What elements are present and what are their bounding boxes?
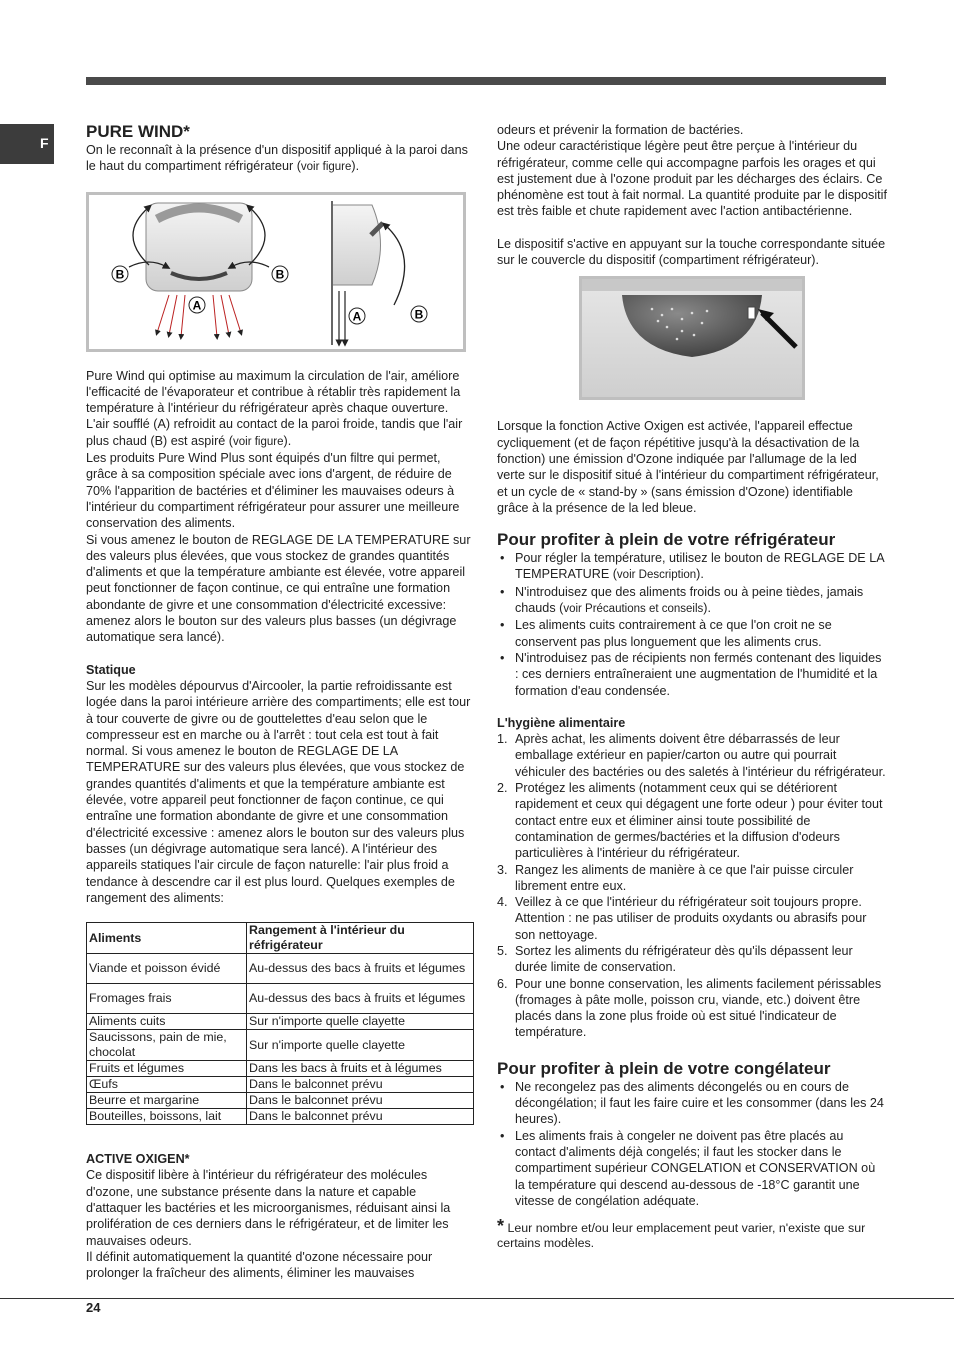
active-oxigen-text4: Le dispositif s'active en appuyant sur la touche correspondante située sur le couvercle du dispositif (compartiment réfrigérateur). — [497, 236, 886, 268]
table-cell: Beurre et margarine — [87, 1093, 247, 1109]
list-item: 5. Sortez les aliments du réfrigérateur dès qu'ils dépassent leur durée limite de conservation. — [497, 943, 853, 975]
pure-wind-para1: Pure Wind qui optimise au maximum la circulation de l'air, améliore l'efficacité de l'évaporateur et contribue à rétablir très rapidement la température à l'intérieur du réfrigérateur après chaque ouverture. L'air soufflé (A) refroidit au contact de la paroi froide, tandis que l'air plus chaud (B) est aspiré (voir figure). — [86, 368, 463, 448]
table-header: Rangement à l'intérieur du réfrigérateur — [247, 923, 474, 954]
pure-wind-figure — [86, 192, 466, 352]
page-number: 24 — [86, 1300, 101, 1315]
table-cell: Dans les bacs à fruits et à légumes — [247, 1061, 474, 1077]
table-cell: Œufs — [87, 1077, 247, 1093]
top-rule — [86, 77, 886, 85]
right-column — [497, 122, 887, 1251]
table-cell: Dans le balconnet prévu — [247, 1077, 474, 1093]
active-oxigen-text3: Une odeur caractéristique légère peut être perçue à l'intérieur du réfrigérateur, comme celle qui accompagne parfois les orages et qui est justement due à l'ozone produit par les décharges des éclairs. Ce phénomène est tout à fait normal. La quantité produite par le dispositif est très faible et chute rapidement avec l'action antibactérienne. — [497, 139, 887, 219]
table-cell: Au-dessus des bacs à fruits et légumes — [247, 954, 474, 984]
label-b-right: B — [275, 267, 285, 282]
figure-reference: voir figure — [300, 161, 352, 174]
table-cell: Bouteilles, boissons, lait — [87, 1109, 247, 1125]
table-cell: Fruits et légumes — [87, 1061, 247, 1077]
cross-reference: voir Précautions et conseils — [563, 603, 704, 616]
list-item: • Pour régler la température, utilisez le bouton de REGLAGE DE LA TEMPERATURE (voir Description). — [497, 550, 887, 584]
label-b-left: B — [115, 267, 125, 282]
table-row — [87, 984, 474, 1014]
device-photo — [582, 279, 802, 397]
table-cell: Saucissons, pain de mie, chocolat — [87, 1030, 247, 1061]
activation-button — [748, 307, 755, 319]
left-column — [86, 122, 474, 1281]
table-header: Aliments — [87, 923, 247, 954]
list-item: • Les aliments frais à congeler ne doivent pas être placés au contact d'aliments déjà congelés; il faut les stocker dans le compartiment supérieur CONGELATION et CONSERVATION où la température qui descend au-dessous de -18°C garantit une vitesse de congélation adéquate. — [497, 1128, 887, 1209]
table-cell: Viande et poisson évidé — [87, 954, 247, 984]
cross-reference: voir Description — [616, 569, 697, 582]
table-cell: Au-dessus des bacs à fruits et légumes — [247, 984, 474, 1014]
table-cell: Aliments cuits — [87, 1014, 247, 1030]
table-cell: Sur n'importe quelle clayette — [247, 1030, 474, 1061]
hygiene-title: L'hygiène alimentaire — [497, 715, 626, 730]
active-oxigen-text5: Lorsque la fonction Active Oxigen est activée, l'appareil effectue cycliquement (et de façon répétitive jusqu'à la désactivation de la fonction) une émission d'Ozone indiquée par l'allumage de la led verte sur le dispositif situé à l'intérieur du compartiment réfrigérateur, et un cycle de « stand-by » (sans émission d'Ozone) identifiable grâce à la présence de la led bleue. — [497, 419, 879, 515]
table-header-row — [87, 923, 474, 954]
active-oxigen-text2-cont: odeurs et prévenir la formation de bactéries. — [497, 123, 744, 137]
table-row — [87, 1014, 474, 1030]
list-item: • Ne recongelez pas des aliments décongelés ou en cours de décongélation; il faut les faire cuire et les consommer (dans les 24 heures). — [497, 1079, 887, 1128]
active-oxigen-title: ACTIVE OXIGEN* — [86, 1152, 190, 1167]
list-item: 2. Protégez les aliments (notamment ceux qui se détériorent rapidement et ceux qui dégagent une forte odeur ) pour éviter tout contact entre eux et éliminer ainsi toute possibilité de contamination de germes/bactéries et la diffusion d'odeurs particulières à l'intérieur du réfrigérateur. — [497, 781, 883, 861]
active-oxigen-text2: Il définit automatiquement la quantité d'ozone nécessaire pour prolonger la fraîcheur des aliments, éliminer les mauvaises — [86, 1249, 433, 1281]
table-cell: Fromages frais — [87, 984, 247, 1014]
label-a-side: A — [352, 309, 362, 324]
bottom-rule — [0, 1298, 954, 1299]
list-item: • N'introduisez que des aliments froids ou à peine tièdes, jamais chauds (voir Précautions et conseils). — [497, 584, 887, 618]
pure-wind-intro: On le reconnaît à la présence d'un dispositif appliqué à la paroi dans le haut du compartiment réfrigérateur (voir figure). — [86, 143, 468, 174]
statique-title: Statique — [86, 662, 136, 677]
footnote: * Leur nombre et/ou leur emplacement peut varier, n'existe que sur certains modèles. — [497, 1216, 866, 1251]
airflow-diagram — [89, 195, 463, 349]
table-cell: Dans le balconnet prévu — [247, 1109, 474, 1125]
active-oxigen-figure — [579, 276, 805, 400]
list-item: 1. Après achat, les aliments doivent être débarrassés de leur emballage extérieur en papier/carton ou autre qui pourrait véhiculer des bactéries ou des saletés à l'intérieur du réfrigérateur. — [497, 732, 886, 779]
table-cell: Sur n'importe quelle clayette — [247, 1014, 474, 1030]
label-a-front: A — [192, 298, 202, 313]
table-row — [87, 1077, 474, 1093]
food-storage-table — [86, 922, 474, 1125]
table-row — [87, 1109, 474, 1125]
device-side — [332, 205, 381, 285]
pure-wind-para2: Les produits Pure Wind Plus sont équipés d'un filtre qui permet, grâce à sa composition spéciale avec ions d'argent, de réduire de 70% l'apparition de bactéries et d'éliminer les mauvaises odeurs à l'intérieur du compartiment réfrigérateur pour assurer une meilleure conservation des aliments. — [86, 451, 460, 531]
hygiene-list — [497, 731, 887, 1041]
list-item: 3. Rangez les aliments de manière à ce que l'air puisse circuler librement entre eux. — [497, 862, 854, 893]
pure-wind-para3: Si vous amenez le bouton de REGLAGE DE LA TEMPERATURE sur des valeurs plus élevées, que vous stockez de grandes quantités d'aliments et que la température ambiante est élevée, votre appareil peut fonctionner de façon continue, ce qui entraîne une formation abondante de givre et une consommation d'électricité excessive: amenez alors le bouton sur des valeurs plus basses (un dégivrage automatique sera lancé). — [86, 532, 471, 645]
table-row — [87, 954, 474, 984]
figure-reference: voir figure — [233, 435, 284, 448]
list-item: • Les aliments cuits contrairement à ce que l'on croit ne se conservent pas plus longuement que les aliments crus. — [497, 617, 887, 650]
table-row — [87, 1061, 474, 1077]
statique-text: Sur les modèles dépourvus d'Aircooler, la partie refroidissante est logée dans la paroi intérieure arrière des compartiments; elle est tour à tour couverte de givre ou de gouttelettes d'eau selon que le compresseur est en marche ou à l'arrêt : tout cela est tout à fait normal. Si vous amenez le bouton de REGLAGE DE LA TEMPERATURE sur des valeurs plus élevées, que vous stockez de grandes quantités d'aliments et que la température ambiante est élevée, votre appareil peut fonctionner de façon continue, ce qui entraîne une formation abondante de givre et une consommation d'électricité excessive : amenez alors le bouton sur des valeurs plus basses (un dégivrage automatique sera lancé). A l'intérieur des appareils statiques l'air circule de façon naturelle: l'air plus froid a tendance à descendre car il est plus lourd. Quelques exemples de rangement des aliments: — [86, 678, 471, 905]
refrigerator-title: Pour profiter à plein de votre réfrigérateur — [497, 530, 836, 550]
list-item: • N'introduisez pas de récipients non fermés contenant des liquides : ces derniers entraîneraient une augmentation de l'humidité et la formation d'eau condensée. — [497, 650, 887, 699]
table-row — [87, 1093, 474, 1109]
active-oxigen-text1: Ce dispositif libère à l'intérieur du réfrigérateur des molécules d'ozone, une substance présente dans la nature et capable d'attaquer les bactéries et les microorganismes, réduisant ainsi la prolifération de ces derniers dans le réfrigérateur, et de limiter les mauvaises odeurs. — [86, 1168, 451, 1248]
refrigerator-tips — [497, 550, 887, 699]
label-b-side: B — [414, 307, 424, 322]
list-item: 6. Pour une bonne conservation, les aliments facilement périssables (fromages à pâte molle, poisson cru, viande, etc.) doivent être placés dans la zone plus froide où est situé l'indicateur de température. — [497, 976, 882, 1040]
freezer-tips — [497, 1079, 887, 1209]
table-row — [87, 1030, 474, 1061]
language-code: F — [40, 135, 49, 151]
pure-wind-title: PURE WIND* — [86, 122, 190, 141]
language-tab — [0, 124, 54, 164]
list-item: 4. Veillez à ce que l'intérieur du réfrigérateur soit toujours propre. Attention : ne pas utiliser de produits oxydants ou abrasifs pour son nettoyage. — [497, 895, 867, 942]
freezer-title: Pour profiter à plein de votre congélateur — [497, 1058, 831, 1078]
table-cell: Dans le balconnet prévu — [247, 1093, 474, 1109]
